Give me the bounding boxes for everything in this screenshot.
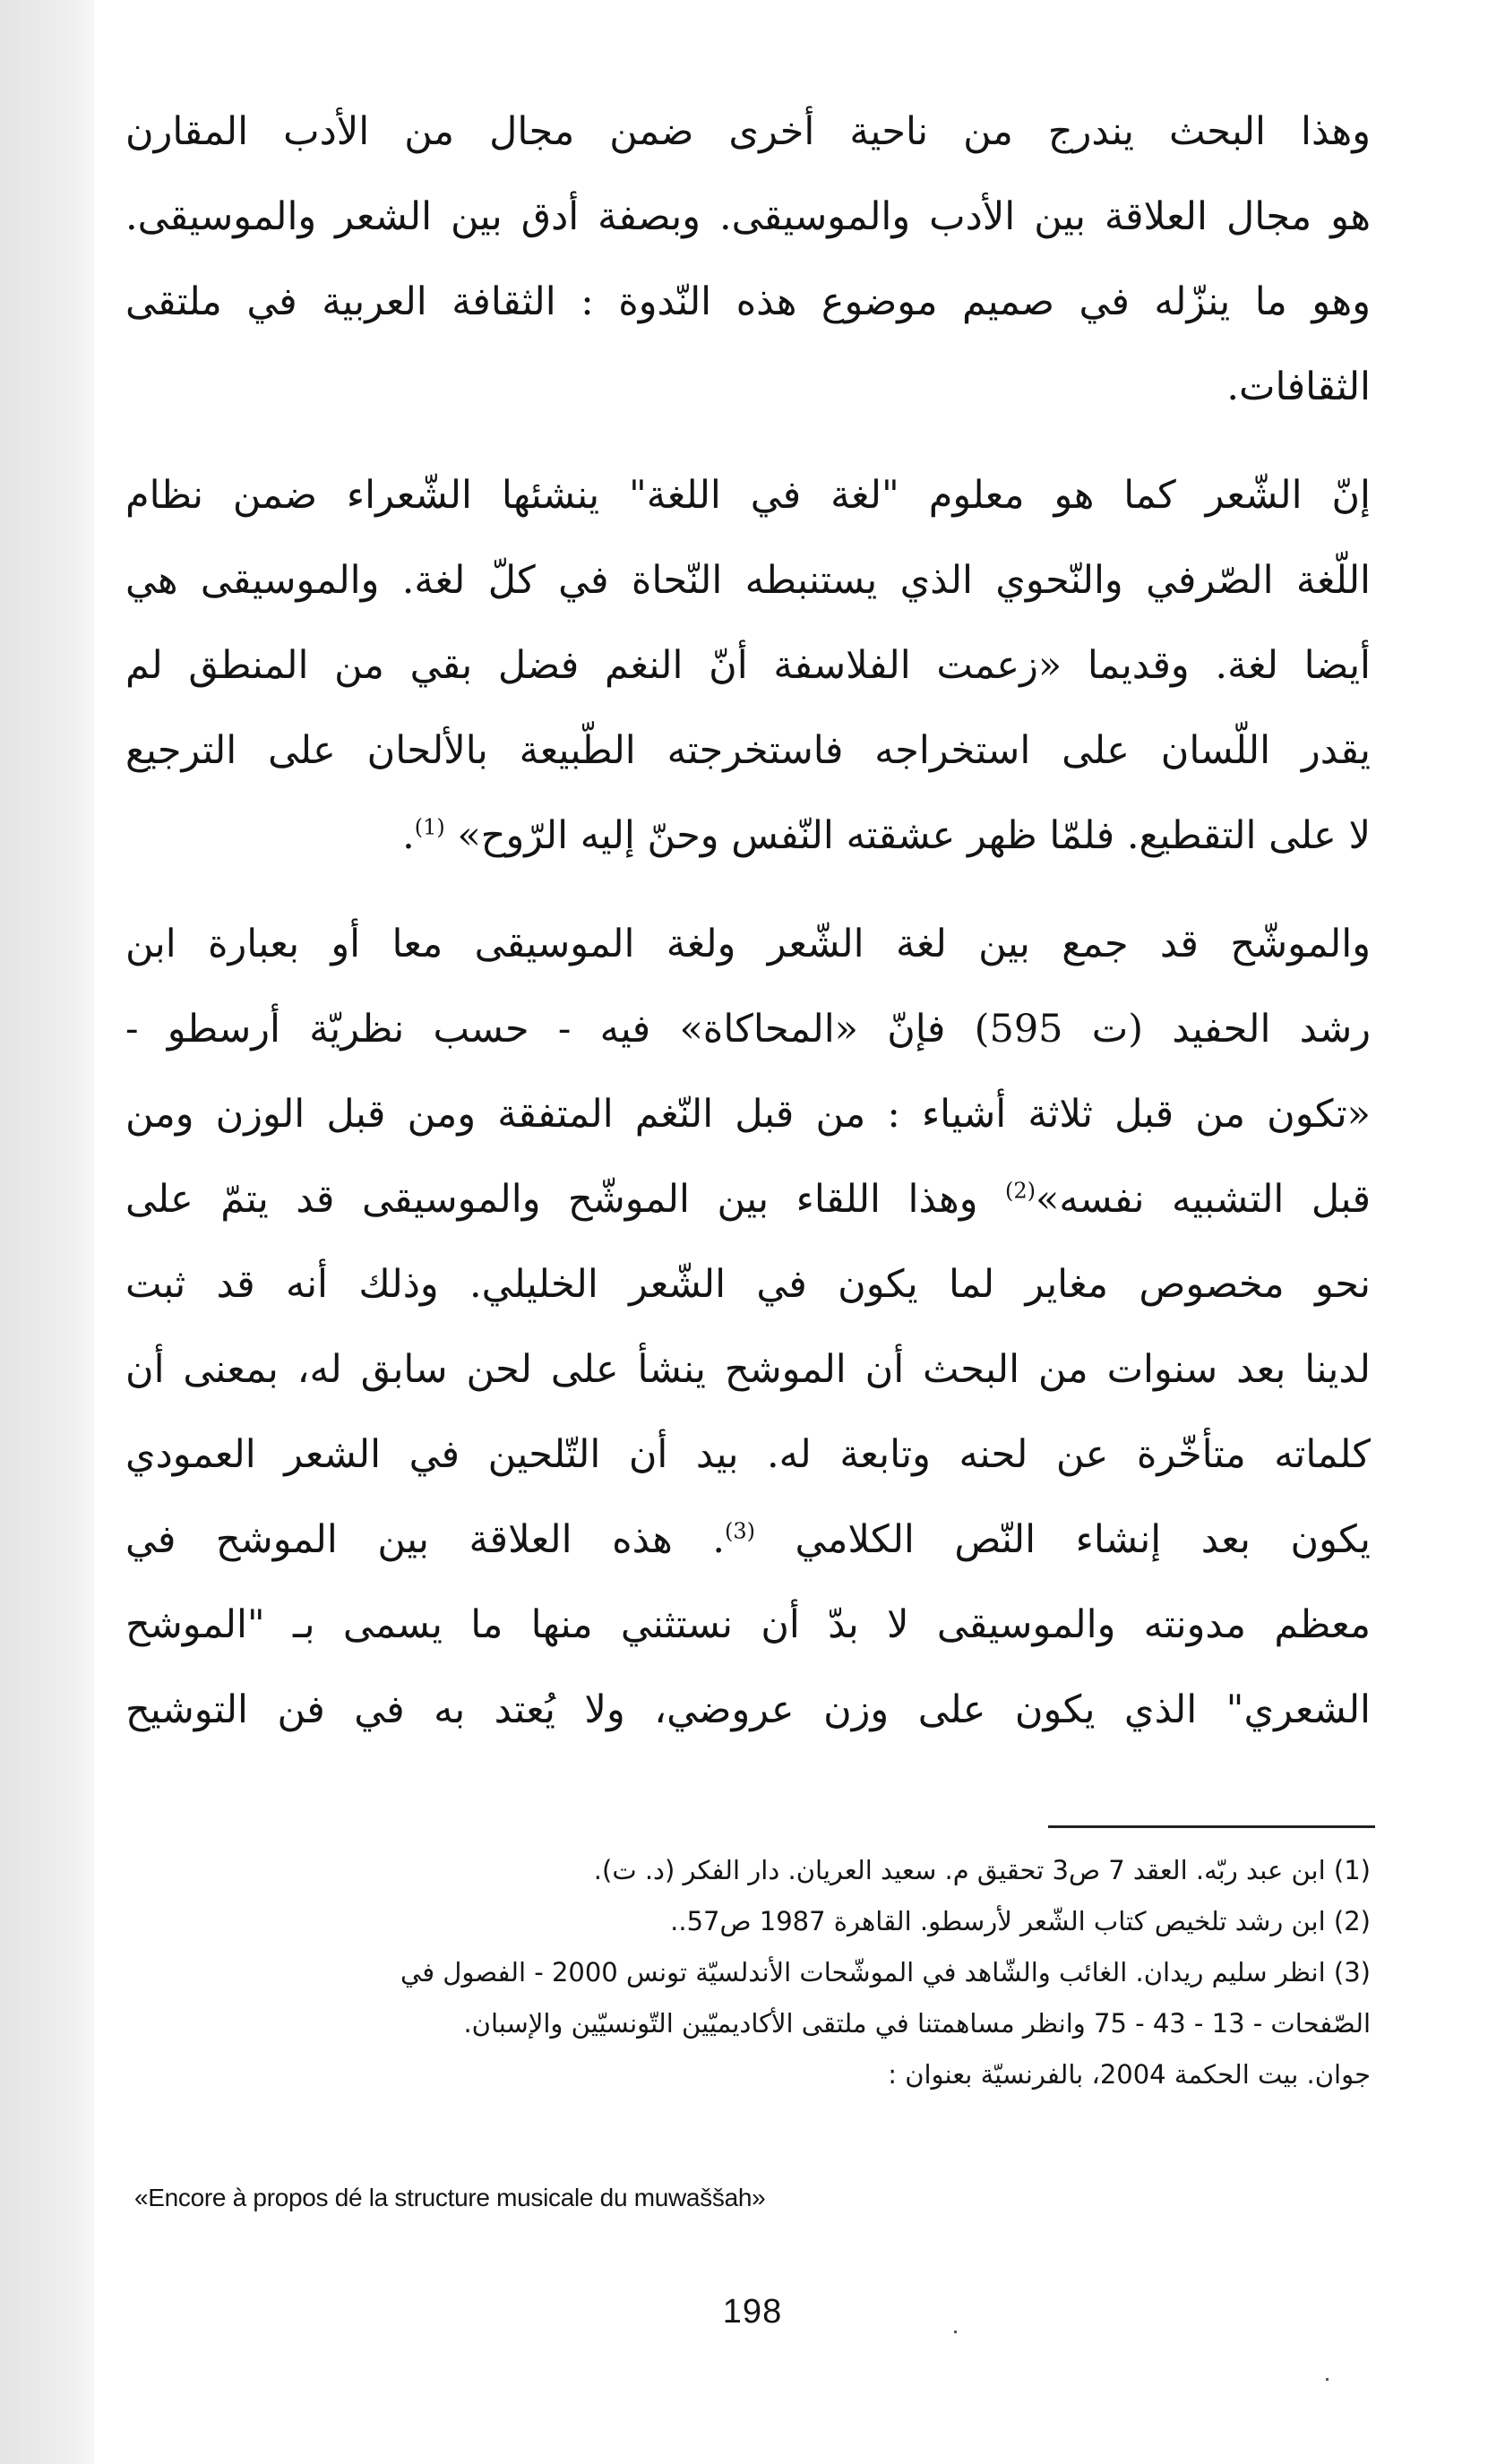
french-article-title: «Encore à propos dé la structure musicale du muwaššah»	[134, 2184, 766, 2211]
text-line: لدينا بعد سنوات من البحث أن الموشح ينشأ على لحن سابق له، بمعنى أن	[125, 1347, 1371, 1392]
text-line	[125, 1498, 1371, 1583]
footnote-ref-2: (2)	[1005, 1178, 1036, 1204]
footnote-ref-3: (3)	[725, 1518, 756, 1544]
text-line: الثقافات.	[1226, 365, 1371, 409]
paragraph-2	[125, 453, 1371, 879]
text-line: رشد الحفيد (ت 595) فإنّ «المحاكاة» فيه - حسب نظريّة أرسطو -	[125, 1007, 1371, 1052]
text-line: الشعري" الذي يكون على وزن عروضي، ولا يُعتد به في فن التوشيح	[125, 1687, 1371, 1732]
footnote-2: (2) ابن رشد تلخيص كتاب الشّعر لأرسطو. القاهرة 1987 ص57..	[670, 1906, 1371, 1936]
text-line: وهذا البحث يندرج من ناحية أخرى ضمن مجال من الأدب المقارن	[125, 109, 1371, 154]
text-line: معظم مدونته والموسيقى لا بدّ أن نستثني منها ما يسمى بـ "الموشح	[125, 1602, 1371, 1647]
text-segment: قبل التشبيه نفسه»	[1036, 1177, 1371, 1222]
paragraph-3	[125, 902, 1371, 1753]
footnote-divider	[1048, 1825, 1375, 1828]
footnote-ref-1: (1)	[414, 814, 445, 840]
scan-margin-shade	[0, 0, 94, 2464]
text-line: كلماته متأخّرة عن لحنه وتابعة له. بيد أن التّلحين في الشعر العمودي	[125, 1432, 1371, 1477]
text-segment: وهذا اللقاء بين الموشّح والموسيقى قد يتمّ على	[125, 1177, 1006, 1222]
text-segment: لا على التقطيع. فلمّا ظهر عشقته النّفس وحنّ إليه الرّوح»	[457, 813, 1371, 858]
footnote-3-continued: جوان. بيت الحكمة 2004، بالفرنسيّة بعنوان :	[888, 2059, 1371, 2090]
footnotes	[134, 1845, 1371, 2100]
text-segment: . هذه العلاقة بين الموشح في	[125, 1517, 726, 1562]
scan-speck	[1326, 2378, 1329, 2381]
page-body	[125, 90, 1371, 1753]
footnote-1: (1) ابن عبد ربّه. العقد 7 ص3 تحقيق م. سعيد العريان. دار الفكر (د. ت).	[593, 1855, 1371, 1885]
text-line: يقدر اللّسان على استخراجه فاستخرجته الطّبيعة بالألحان على الترجيع	[125, 728, 1371, 773]
text-line: اللّغة الصّرفي والنّحوي الذي يستنبطه النّحاة في كلّ لغة. والموسيقى هي	[125, 558, 1371, 603]
text-segment: .	[402, 813, 415, 858]
footnote-3-continued: الصّفحات - 13 - 43 - 75 وانظر مساهمتنا في ملتقى الأكاديميّين التّونسيّين والإسبان.	[463, 2008, 1371, 2039]
paragraph-1	[125, 90, 1371, 430]
text-line: والموشّح قد جمع بين لغة الشّعر ولغة الموسيقى معا أو بعبارة ابن	[125, 922, 1371, 966]
text-line: «تكون من قبل ثلاثة أشياء : من قبل النّغم المتفقة ومن قبل الوزن ومن	[125, 1092, 1371, 1137]
text-line	[125, 1157, 1371, 1242]
scan-speck	[954, 2331, 957, 2333]
text-line	[125, 794, 1371, 879]
text-segment: يكون بعد إنشاء النّص الكلامي	[795, 1517, 1371, 1562]
text-line: إنّ الشّعر كما هو معلوم "لغة في اللغة" ينشئها الشّعراء ضمن نظام	[125, 473, 1371, 518]
page-number: 198	[722, 2293, 783, 2331]
text-line: نحو مخصوص مغاير لما يكون في الشّعر الخليلي. وذلك أنه قد ثبت	[125, 1262, 1371, 1307]
footnote-3: (3) انظر سليم ريدان. الغائب والشّاهد في الموشّحات الأندلسيّة تونس 2000 - الفصول في	[400, 1957, 1371, 1988]
text-line: هو مجال العلاقة بين الأدب والموسيقى. وبصفة أدق بين الشعر والموسيقى.	[125, 194, 1371, 239]
text-line: وهو ما ينزّله في صميم موضوع هذه النّدوة : الثقافة العربية في ملتقى	[125, 279, 1371, 324]
text-line: أيضا لغة. وقديما «زعمت الفلاسفة أنّ النغم فضل بقي من المنطق لم	[125, 643, 1371, 688]
